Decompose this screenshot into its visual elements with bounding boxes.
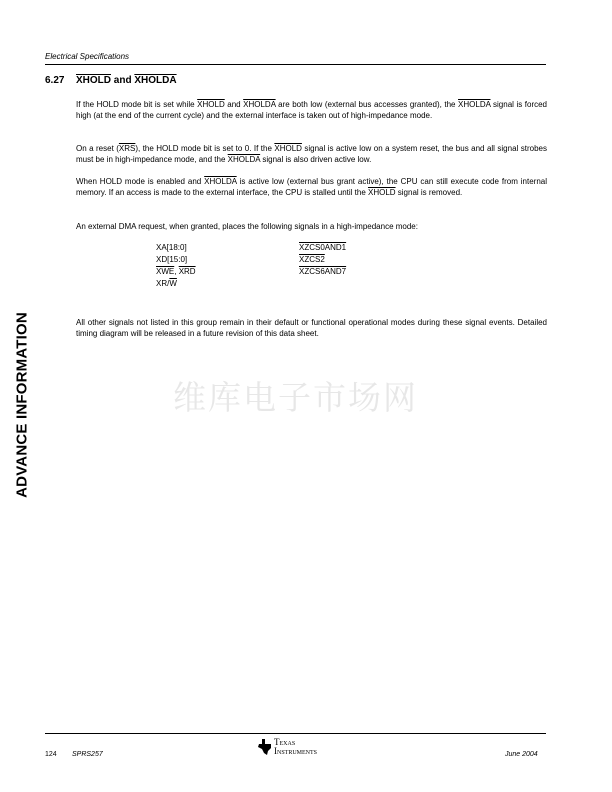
advance-information-sidebar <box>2 300 42 510</box>
section-number: 6.27 <box>45 75 65 86</box>
document-id: SPRS257 <box>72 751 103 758</box>
signal-name: XHOLDA <box>134 75 177 86</box>
section-heading <box>45 75 177 86</box>
paragraph-hold-enabled: When HOLD mode is enabled and XHOLDA is active low (external bus grant active), the CPU can still execute code from internal memory. If an access is made to the external interface, the CPU is stalled until the XHOLD signal is removed. <box>76 177 547 197</box>
signal-item: XZCS0AND1 <box>299 243 347 252</box>
document-date: June 2004 <box>505 751 538 758</box>
paragraph-other-signals: All other signals not listed in this group remain in their default or functional operational modes during these signal events. Detailed timing diagram will be released in a future revision of this data sheet. <box>76 318 547 338</box>
signal-name: XHOLD <box>76 75 111 86</box>
heading-conjunction: and <box>113 75 132 86</box>
paragraph-dma-request: An external DMA request, when granted, places the following signals in a high-impedance mode: <box>76 222 418 231</box>
logo-line-1: Texas <box>274 737 296 747</box>
texas-state-icon <box>258 739 272 755</box>
signal-name: XHOLDA <box>458 100 491 109</box>
logo-line-2: Instruments <box>274 746 318 756</box>
signal-item: XD[15:0] <box>156 255 188 264</box>
signal-name: XHOLDA <box>227 155 261 164</box>
signal-list-right <box>299 242 346 278</box>
signal-item: XZCS6AND7 <box>299 267 347 276</box>
footer-rule <box>45 733 546 734</box>
signal-item: XA[18:0] <box>156 243 187 252</box>
texas-instruments-logo <box>258 738 317 756</box>
signal-name: $\overline{XRS}$ <box>118 144 136 153</box>
signal-item: XZCS2 <box>299 255 325 264</box>
signal-name: XHOLD <box>197 100 225 109</box>
signal-name: XHOLDA <box>204 177 237 186</box>
running-header: Electrical Specifications <box>45 52 130 61</box>
signal-list-left <box>156 242 196 290</box>
signal-item: $XR/\overline{W}$ <box>156 279 177 288</box>
signal-name: XHOLDA <box>243 100 276 109</box>
signal-name: XHOLD <box>367 188 396 197</box>
paragraph-hold-mode: If the HOLD mode bit is set while XHOLD and XHOLDA are both low (external bus accesses granted), the XHOLDA signal is forced high (at the end of the current cycle) and the external interface is taken out of high-impedance mode. <box>76 100 548 120</box>
page-number: 124 <box>45 751 57 758</box>
paragraph-reset: On a reset $(\overline{XRS})$, the HOLD mode bit is set to 0. If the XHOLD signal is active low on a system reset, the bus and all signal strobes must be in high-impedance mode, and the XHOLDA signal is also driven active low. <box>76 144 547 164</box>
watermark: 维库电子市场网 <box>173 378 418 417</box>
header-rule <box>45 64 546 65</box>
signal-item: $\overline{XWE}$, $\overline{XRD}$ <box>156 267 196 276</box>
signal-name: XHOLD <box>274 144 302 153</box>
sidebar-label: ADVANCE INFORMATION <box>13 312 31 498</box>
